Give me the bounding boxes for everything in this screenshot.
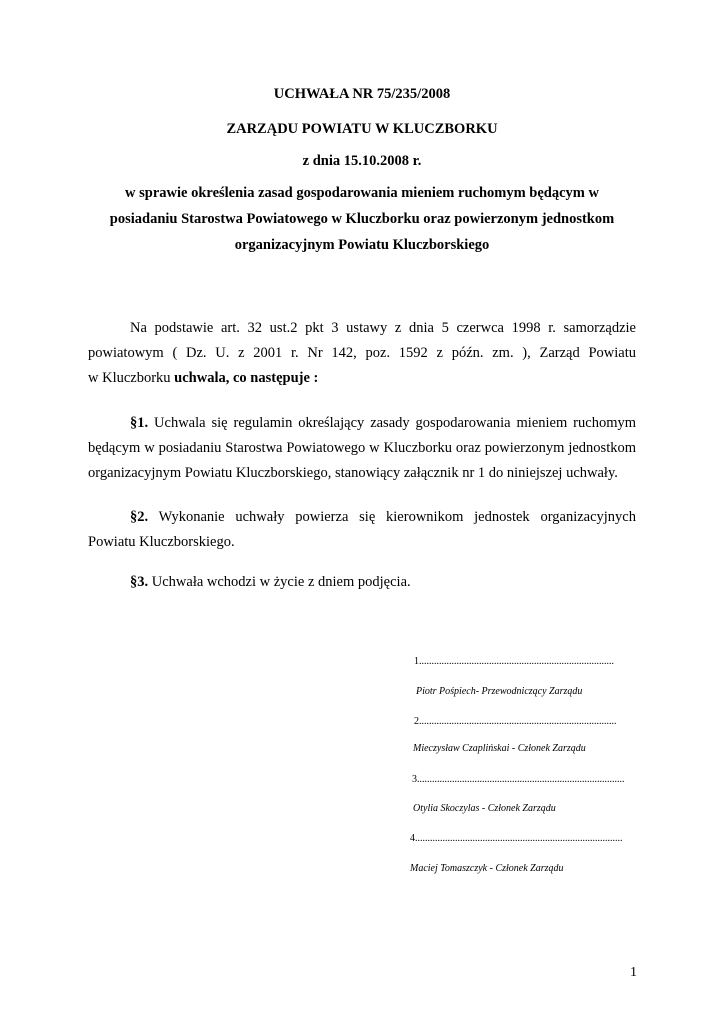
section-1 <box>88 411 636 486</box>
section-line: organizacyjnym Powiatu Kluczborskiego, stanowiący załącznik nr 1 do niniejszej uchwały. <box>88 465 618 481</box>
issuing-body: ZARZĄDU POWIATU W KLUCZBORKU <box>226 121 498 137</box>
signature-line: 1.............................................................................. <box>414 656 614 667</box>
signature-line: 2............................................................................... <box>414 716 617 727</box>
signatory-name: Maciej Tomaszczyk - Członek Zarządu <box>410 863 564 874</box>
section-line: §2. Wykonanie uchwały powierza się kierownikom jednostek organizacyjnych <box>130 509 636 525</box>
section-line: będącym w posiadaniu Starostwa Powiatowego w Kluczborku oraz powierzonym jednostkom <box>88 440 636 456</box>
resolution-date: z dnia 15.10.2008 r. <box>302 153 422 169</box>
page-number: 1 <box>630 965 637 980</box>
section-line: Powiatu Kluczborskiego. <box>88 534 235 550</box>
section-mark: §3. <box>130 574 149 590</box>
subject-line: w sprawie określenia zasad gospodarowania mieniem ruchomym będącym w <box>125 185 599 201</box>
section-mark: §2. <box>130 509 149 525</box>
signatory-name: Otylia Skoczylas - Członek Zarządu <box>413 803 556 814</box>
section-line: §3. Uchwała wchodzi w życie z dniem podjęcia. <box>130 574 411 590</box>
preamble-bold: uchwala, co następuje : <box>174 370 319 386</box>
subject-line: posiadaniu Starostwa Powiatowego w Kluczborku oraz powierzonym jednostkom <box>109 211 615 227</box>
subject-line: organizacyjnym Powiatu Kluczborskiego <box>234 237 490 253</box>
section-3 <box>88 570 636 595</box>
preamble-line <box>88 366 636 391</box>
signatory-name: Mieczysław Czaplińskai - Członek Zarządu <box>413 743 586 754</box>
signature-line: 4................................................................................... <box>410 833 623 844</box>
signature-line: 3................................................................................... <box>412 774 625 785</box>
preamble-line: Na podstawie art. 32 ust.2 pkt 3 ustawy z dnia 5 czerwca 1998 r. samorządzie <box>130 320 636 336</box>
section-mark: §1. <box>130 415 149 431</box>
section-2 <box>88 505 636 555</box>
section-line: §1. Uchwala się regulamin określający zasady gospodarowania mieniem ruchomym <box>130 415 636 431</box>
resolution-title: UCHWAŁA NR 75/235/2008 <box>273 86 451 102</box>
preamble <box>88 316 636 391</box>
preamble-prefix: w Kluczborku <box>88 370 175 386</box>
preamble-line: powiatowym ( Dz. U. z 2001 r. Nr 142, poz. 1592 z późn. zm. ), Zarząd Powiatu <box>88 345 636 361</box>
signatory-name: Piotr Pośpiech- Przewodniczący Zarządu <box>416 686 583 697</box>
